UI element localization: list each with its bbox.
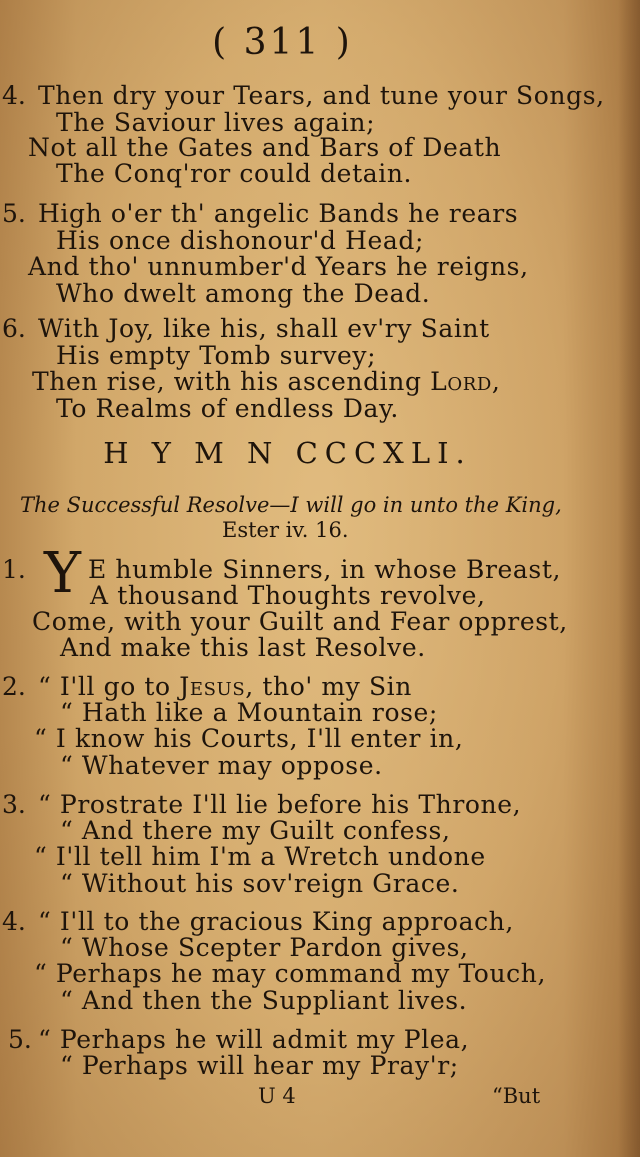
- hymn-line: His once dishonour'd Head;: [56, 226, 425, 255]
- stanza-number: 3.: [2, 790, 26, 819]
- hymn-line: [38, 673, 412, 701]
- hymn-line: “ Whose Scepter Pardon gives,: [60, 933, 469, 962]
- hymn-line: With Joy, like his, shall ev'ry Saint: [38, 314, 490, 343]
- hymn-line: The Conq'ror could detain.: [56, 159, 413, 188]
- hymn-line: Who dwelt among the Dead.: [56, 279, 431, 308]
- catchword: “But: [492, 1084, 541, 1108]
- page-edge-shadow: [618, 0, 640, 1157]
- hymn-line-text: Then rise, with his ascending: [32, 367, 431, 396]
- hymn-line: “ Perhaps will hear my Pray'r;: [60, 1051, 459, 1080]
- stanza-number: 5.: [8, 1025, 32, 1054]
- signature-mark: U 4: [258, 1084, 296, 1108]
- hymn-line: “ Perhaps he may command my Touch,: [34, 959, 547, 988]
- hymn-line: “ I know his Courts, I'll enter in,: [34, 724, 464, 753]
- hymn-line: “ I'll tell him I'm a Wretch undone: [34, 842, 486, 871]
- hymn-line: Then dry your Tears, and tune your Songs,: [38, 81, 605, 110]
- stanza-number: 5.: [2, 199, 26, 228]
- hymn-line: “ Perhaps he will admit my Plea,: [38, 1025, 470, 1054]
- drop-cap: Y: [44, 541, 81, 606]
- hymn-line: And make this last Resolve.: [60, 633, 426, 662]
- hymn-line: [32, 368, 500, 396]
- hymn-title: H Y M N CCCXLI.: [103, 436, 472, 470]
- hymn-subtitle: The Successful Resolve—I will go in unto the King,: [20, 493, 562, 517]
- hymn-line: A thousand Thoughts revolve,: [90, 581, 486, 610]
- hymn-line: “ Whatever may oppose.: [60, 751, 383, 780]
- hymn-line: “ Hath like a Mountain rose;: [60, 698, 438, 727]
- stanza-number: 2.: [2, 672, 26, 701]
- hymn-line: Come, with your Guilt and Fear opprest,: [32, 607, 568, 636]
- page-number: ( 311 ): [212, 22, 353, 63]
- stanza-number: 1.: [2, 555, 26, 584]
- lord-word: Lord,: [430, 367, 501, 396]
- hymn-line: “ Prostrate I'll lie before his Throne,: [38, 790, 522, 819]
- hymn-line: Not all the Gates and Bars of Death: [28, 133, 502, 162]
- jesus-word: Jesus,: [179, 672, 254, 701]
- hymn-line: E humble Sinners, in whose Breast,: [88, 555, 562, 584]
- stanza-number: 6.: [2, 314, 26, 343]
- hymn-line: His empty Tomb survey;: [56, 341, 377, 370]
- hymn-line: “ And there my Guilt confess,: [60, 816, 451, 845]
- stanza-number: 4.: [2, 907, 26, 936]
- hymn-line: “ I'll to the gracious King approach,: [38, 907, 514, 936]
- stanza-number: 4.: [2, 81, 26, 110]
- hymn-line: The Saviour lives again;: [56, 108, 376, 137]
- hymn-line-text: “ I'll go to: [38, 672, 180, 701]
- hymn-line: “ And then the Suppliant lives.: [60, 986, 468, 1015]
- hymn-line-text: tho' my Sin: [253, 672, 412, 701]
- hymn-line: “ Without his sov'reign Grace.: [60, 869, 460, 898]
- hymn-line: And tho' unnumber'd Years he reigns,: [28, 252, 529, 281]
- scripture-reference: Ester iv. 16.: [222, 518, 349, 542]
- hymn-line: To Realms of endless Day.: [56, 394, 399, 423]
- hymn-line: High o'er th' angelic Bands he rears: [38, 199, 519, 228]
